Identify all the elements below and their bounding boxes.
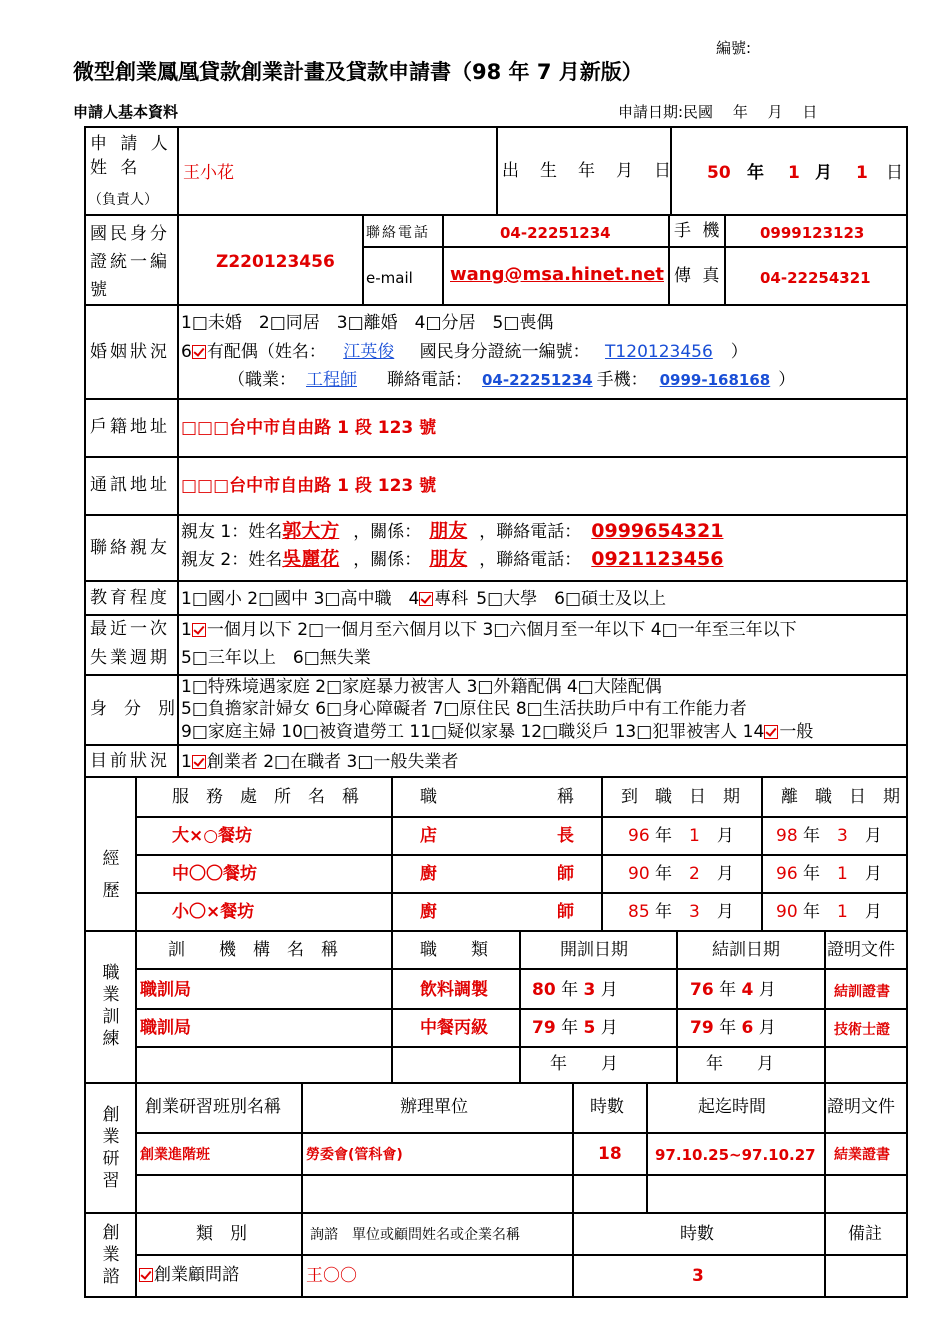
identity-label: 身 分 別 bbox=[90, 699, 175, 719]
exp-header-start: 到 職 日 期 bbox=[621, 787, 740, 807]
contact2-phone-label: ，聯絡電話： bbox=[479, 550, 582, 570]
name-label: 申 請 人 姓 名 bbox=[90, 134, 172, 178]
study-doc[interactable]: 結業證書 bbox=[834, 1147, 890, 1163]
birth-label: 出 生 年 月 日 bbox=[502, 161, 673, 181]
education-label: 教育程度 bbox=[90, 588, 170, 608]
contact2-phone[interactable]: 0921123456 bbox=[591, 548, 724, 570]
spouse-job-label: （職業： bbox=[228, 370, 296, 390]
exp-title-1[interactable]: 店 bbox=[420, 826, 437, 846]
mail-address-label: 通訊地址 bbox=[90, 475, 170, 495]
checkbox-checked-icon[interactable] bbox=[192, 345, 206, 359]
unemployment-pre: 1 bbox=[181, 620, 192, 640]
status-pre: 1 bbox=[181, 752, 192, 772]
form-title: 微型創業鳳凰貸款創業計畫及貸款申請書（98 年 7 月新版） bbox=[73, 60, 643, 84]
phone-label: 聯絡電話 bbox=[366, 225, 430, 241]
study-name[interactable]: 創業進階班 bbox=[140, 1147, 210, 1163]
close-paren: ） bbox=[730, 342, 748, 362]
exp-place[interactable]: 大×○餐坊 bbox=[172, 826, 253, 846]
train-header-end: 結訓日期 bbox=[712, 940, 780, 960]
mobile-number[interactable]: 0999123123 bbox=[760, 224, 865, 242]
contact1-line bbox=[181, 521, 749, 542]
contact1-phone[interactable]: 0999654321 bbox=[591, 520, 724, 542]
study-label: 創業研習 bbox=[102, 1105, 120, 1191]
study-hours[interactable]: 18 bbox=[598, 1144, 622, 1164]
train-org[interactable]: 職訓局 bbox=[140, 1018, 191, 1038]
education-checked: 專科 bbox=[434, 589, 469, 609]
checkbox-checked-icon[interactable] bbox=[419, 592, 433, 606]
training-label: 職業訓練 bbox=[102, 963, 120, 1049]
spouse-name[interactable]: 江英俊 bbox=[343, 342, 395, 362]
consult-header-hours: 時數 bbox=[680, 1224, 714, 1244]
spouse-id-label: 國民身分證統一編號： bbox=[419, 342, 590, 362]
birth-month[interactable]: 1 bbox=[788, 163, 800, 183]
train-doc[interactable]: 技術士證 bbox=[834, 1022, 890, 1038]
checkbox-checked-icon[interactable] bbox=[139, 1268, 153, 1282]
birth-year-unit: 年 bbox=[747, 163, 764, 183]
train-header-start: 開訓日期 bbox=[560, 940, 628, 960]
contact1-phone-label: ，聯絡電話： bbox=[479, 522, 582, 542]
unemployment-label-2: 失業週期 bbox=[90, 648, 170, 668]
education-post: 5□大學 6□碩士及以上 bbox=[476, 589, 667, 609]
study-period[interactable]: 97.10.25~97.10.27 bbox=[655, 1146, 816, 1164]
study-header-period: 起迄時間 bbox=[698, 1097, 766, 1117]
exp-title-2[interactable]: 長 bbox=[557, 826, 574, 846]
status-checked: 創業者 2□在職者 3□一般失業者 bbox=[206, 752, 459, 772]
unemployment-label-1: 最近一次 bbox=[90, 619, 170, 639]
train-cat[interactable]: 飲料調製 bbox=[420, 980, 488, 1000]
consult-header-note: 備註 bbox=[848, 1224, 882, 1244]
reg-address[interactable]: □□□台中市自由路 1 段 123 號 bbox=[181, 418, 437, 438]
contact2-relation[interactable]: 朋友 bbox=[429, 548, 468, 570]
consult-type[interactable] bbox=[139, 1265, 239, 1285]
checkbox-checked-icon[interactable] bbox=[192, 623, 206, 637]
exp-header-end: 離 職 日 期 bbox=[781, 787, 900, 807]
train-start[interactable]: 79 年 5 月 bbox=[532, 1018, 618, 1038]
spouse-phone-label: 聯絡電話： bbox=[387, 370, 472, 390]
contact2-prefix: 親友 2：姓名 bbox=[181, 550, 283, 570]
spouse-mobile[interactable]: 0999-168168 bbox=[659, 371, 771, 389]
marital-label: 婚姻狀況 bbox=[90, 342, 170, 362]
contacts-label: 聯絡親友 bbox=[90, 538, 170, 558]
birth-month-unit: 月 bbox=[815, 163, 832, 183]
exp-end[interactable]: 96 年 1 月 bbox=[776, 864, 882, 884]
train-doc[interactable]: 結訓證書 bbox=[834, 984, 890, 1000]
close-paren: ） bbox=[778, 370, 796, 390]
spouse-phone[interactable]: 04-22251234 bbox=[482, 371, 593, 389]
unemployment-line2: 5□三年以上 6□無失業 bbox=[181, 648, 371, 668]
study-header-hours: 時數 bbox=[590, 1097, 624, 1117]
checkbox-checked-icon[interactable] bbox=[764, 725, 778, 739]
contact1-prefix: 親友 1：姓名 bbox=[181, 522, 283, 542]
experience-label: 經歷 bbox=[102, 849, 120, 901]
exp-title-2[interactable]: 師 bbox=[557, 902, 574, 922]
study-unit[interactable]: 勞委會(管科會) bbox=[306, 1147, 403, 1163]
exp-title-1[interactable]: 廚 bbox=[420, 902, 437, 922]
train-end-empty[interactable]: 年 月 bbox=[706, 1054, 774, 1074]
marital-job-line bbox=[228, 370, 795, 390]
mobile-label: 手 機 bbox=[674, 221, 723, 241]
birth-day-unit: 日 bbox=[886, 163, 903, 183]
apply-date: 申請日期:民國 年 月 日 bbox=[618, 103, 818, 121]
identity-checked: 一般 bbox=[779, 722, 814, 742]
contact1-relation[interactable]: 朋友 bbox=[429, 520, 468, 542]
email-address[interactable]: wang@msa.hinet.net bbox=[450, 264, 665, 285]
exp-end[interactable]: 98 年 3 月 bbox=[776, 826, 882, 846]
train-header-cat: 職 類 bbox=[420, 940, 488, 960]
study-header-name: 創業研習班別名稱 bbox=[145, 1097, 281, 1117]
consult-header-type: 類 別 bbox=[196, 1224, 247, 1244]
exp-header-place: 服 務 處 所 名 稱 bbox=[172, 787, 359, 807]
train-org[interactable]: 職訓局 bbox=[140, 980, 191, 1000]
consult-header-name: 詢諮 單位或顧問姓名或企業名稱 bbox=[310, 1227, 520, 1243]
exp-start[interactable]: 90 年 2 月 bbox=[628, 864, 734, 884]
exp-header-title-2: 稱 bbox=[557, 787, 574, 807]
applicant-name[interactable]: 王小花 bbox=[183, 163, 234, 183]
exp-place[interactable]: 中〇〇餐坊 bbox=[172, 864, 257, 884]
spouse-mobile-label: 手機： bbox=[596, 370, 648, 390]
exp-end[interactable]: 90 年 1 月 bbox=[776, 902, 882, 922]
contact1-name[interactable]: 郭大方 bbox=[282, 520, 340, 542]
checkbox-checked-icon[interactable] bbox=[192, 755, 206, 769]
fax-number[interactable]: 04-22254321 bbox=[760, 269, 871, 287]
exp-header-title-1: 職 bbox=[420, 787, 437, 807]
train-end[interactable]: 79 年 6 月 bbox=[690, 1018, 776, 1038]
serial-number-label: 編號: bbox=[716, 39, 752, 57]
spouse-id[interactable]: T120123456 bbox=[605, 342, 713, 362]
education-options bbox=[181, 589, 666, 609]
contact2-line bbox=[181, 549, 779, 570]
birth-year[interactable]: 50 bbox=[707, 163, 731, 183]
id-label: 國民身分證統一編號 bbox=[90, 224, 170, 300]
phone-number[interactable]: 04-22251234 bbox=[500, 224, 611, 242]
mail-address[interactable]: □□□台中市自由路 1 段 123 號 bbox=[181, 476, 437, 496]
identity-line3 bbox=[181, 722, 813, 742]
identity-line2: 5□負擔家計婦女 6□身心障礙者 7□原住民 8□生活扶助戶中有工作能力者 bbox=[181, 699, 747, 719]
train-header-doc: 證明文件 bbox=[827, 940, 895, 960]
fax-label: 傳 真 bbox=[674, 266, 723, 286]
study-header-doc: 證明文件 bbox=[827, 1097, 895, 1117]
exp-title-1[interactable]: 廚 bbox=[420, 864, 437, 884]
identity-line3-text: 9□家庭主婦 10□被資遣勞工 11□疑似家暴 12□職災戶 13□犯罪被害人 14 bbox=[181, 722, 765, 742]
status-label: 目前狀況 bbox=[90, 751, 170, 771]
name-sub-label: （負責人） bbox=[88, 192, 158, 208]
option6-number: 6 bbox=[181, 342, 192, 362]
study-header-unit: 辦理單位 bbox=[400, 1097, 468, 1117]
contact2-name[interactable]: 吳麗花 bbox=[282, 548, 340, 570]
consult-label: 創業諮 bbox=[102, 1223, 120, 1287]
contact2-rel-label: ，關係： bbox=[353, 550, 422, 570]
marital-options-line1: 1□未婚 2□同居 3□離婚 4□分居 5□喪偶 bbox=[181, 313, 554, 333]
status-options bbox=[181, 752, 458, 772]
option6-text: 有配偶（姓名： bbox=[206, 342, 326, 362]
identity-line1: 1□特殊境遇家庭 2□家庭暴力被害人 3□外籍配偶 4□大陸配偶 bbox=[181, 677, 662, 697]
train-end[interactable]: 76 年 4 月 bbox=[690, 980, 776, 1000]
birth-day[interactable]: 1 bbox=[856, 163, 868, 183]
section-title: 申請人基本資料 bbox=[73, 103, 179, 121]
exp-start[interactable]: 85 年 3 月 bbox=[628, 902, 734, 922]
spouse-job[interactable]: 工程師 bbox=[306, 370, 357, 390]
reg-address-label: 戶籍地址 bbox=[90, 417, 170, 437]
id-number[interactable]: Z220123456 bbox=[216, 252, 335, 272]
train-start[interactable]: 80 年 3 月 bbox=[532, 980, 618, 1000]
train-header-org: 訓 機 構 名 稱 bbox=[168, 940, 338, 960]
train-start-empty[interactable]: 年 月 bbox=[550, 1054, 618, 1074]
exp-title-2[interactable]: 師 bbox=[557, 864, 574, 884]
exp-place[interactable]: 小〇×餐坊 bbox=[172, 902, 255, 922]
education-pre: 1□國小 2□國中 3□高中職 4 bbox=[181, 589, 420, 609]
marital-option6-line bbox=[181, 342, 748, 362]
email-label: e-mail bbox=[366, 269, 413, 287]
exp-start[interactable]: 96 年 1 月 bbox=[628, 826, 734, 846]
unemployment-options: 一個月以下 2□一個月至六個月以下 3□六個月至一年以下 4□一年至三年以下 bbox=[206, 620, 797, 640]
unemployment-line1 bbox=[181, 620, 797, 640]
consult-type-text: 創業顧問諮 bbox=[154, 1265, 239, 1285]
contact1-rel-label: ，關係： bbox=[353, 522, 422, 542]
consult-hours[interactable]: 3 bbox=[692, 1266, 704, 1286]
consult-name[interactable]: 王〇〇 bbox=[306, 1266, 357, 1286]
train-cat[interactable]: 中餐丙級 bbox=[420, 1018, 488, 1038]
